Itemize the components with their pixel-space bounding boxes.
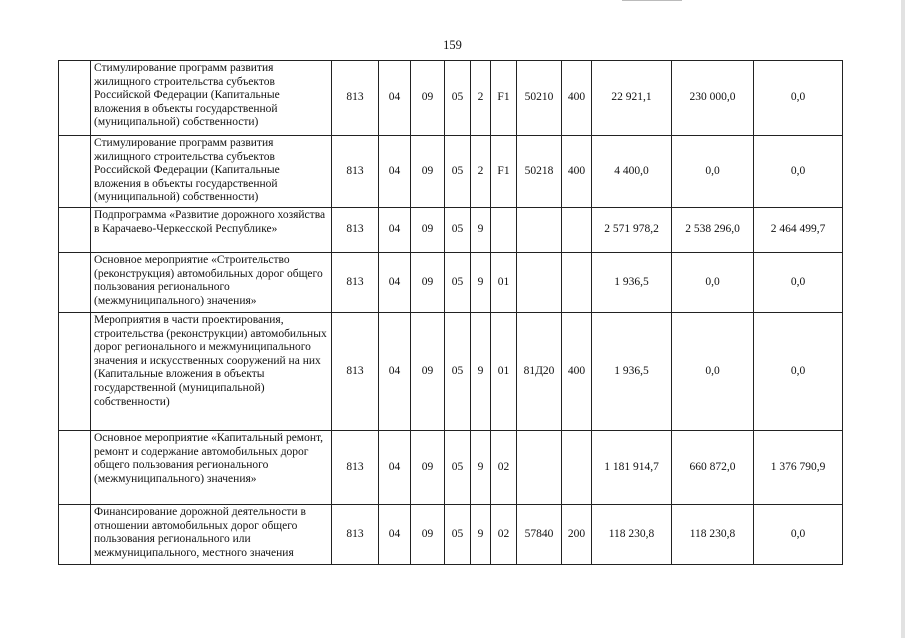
blank-cell xyxy=(59,313,91,431)
page-number: 159 xyxy=(443,38,462,52)
cell-subsection: 09 xyxy=(411,505,445,565)
blank-cell xyxy=(59,61,91,136)
cell-ministry: 813 xyxy=(332,136,379,208)
cell-program: 05 xyxy=(445,313,471,431)
row-name: Подпрограмма «Развитие дорожного хозяйства в Карачаево-Черкесской Республике» xyxy=(91,208,332,253)
cell-expense-type xyxy=(562,253,592,313)
cell-expense-type xyxy=(562,431,592,505)
cell-subprogram: 9 xyxy=(471,431,491,505)
blank-cell xyxy=(59,253,91,313)
cell-amount-2: 0,0 xyxy=(672,313,754,431)
cell-ministry: 813 xyxy=(332,431,379,505)
cell-event xyxy=(491,208,517,253)
cell-ministry: 813 xyxy=(332,61,379,136)
cell-expense-type: 400 xyxy=(562,61,592,136)
table-row xyxy=(59,431,843,505)
table-row xyxy=(59,253,843,313)
cell-ministry: 813 xyxy=(332,208,379,253)
cell-program: 05 xyxy=(445,505,471,565)
table-row xyxy=(59,208,843,253)
table-row xyxy=(59,136,843,208)
cell-direction: 50210 xyxy=(517,61,562,136)
row-name: Стимулирование программ развития жилищного строительства субъектов Российской Федерации (Капитальные вложения в объекты государственной (муниципальной) собственности) xyxy=(91,61,332,136)
budget-table xyxy=(58,60,843,565)
cell-event: 01 xyxy=(491,313,517,431)
cell-amount-3: 0,0 xyxy=(754,136,843,208)
cell-amount-1: 4 400,0 xyxy=(592,136,672,208)
row-name: Основное мероприятие «Капитальный ремонт, ремонт и содержание автомобильных дорог общего пользования регионального (межмуниципального) значения» xyxy=(91,431,332,505)
cell-amount-2: 230 000,0 xyxy=(672,61,754,136)
cell-ministry: 813 xyxy=(332,505,379,565)
table-row xyxy=(59,505,843,565)
cell-section: 04 xyxy=(379,208,411,253)
cell-event: 02 xyxy=(491,505,517,565)
cell-amount-3: 0,0 xyxy=(754,253,843,313)
cell-subprogram: 9 xyxy=(471,313,491,431)
cell-program: 05 xyxy=(445,208,471,253)
table-row xyxy=(59,61,843,136)
cell-subsection: 09 xyxy=(411,208,445,253)
cell-amount-3: 0,0 xyxy=(754,313,843,431)
cell-subprogram: 9 xyxy=(471,505,491,565)
cell-amount-1: 118 230,8 xyxy=(592,505,672,565)
cell-ministry: 813 xyxy=(332,313,379,431)
cell-expense-type: 200 xyxy=(562,505,592,565)
cell-direction: 81Д20 xyxy=(517,313,562,431)
cell-direction xyxy=(517,253,562,313)
cell-subprogram: 2 xyxy=(471,61,491,136)
cell-event: F1 xyxy=(491,136,517,208)
cell-subprogram: 2 xyxy=(471,136,491,208)
cell-subsection: 09 xyxy=(411,136,445,208)
blank-cell xyxy=(59,431,91,505)
cell-subsection: 09 xyxy=(411,61,445,136)
cell-amount-2: 0,0 xyxy=(672,253,754,313)
cell-program: 05 xyxy=(445,431,471,505)
row-name: Мероприятия в части проектирования, строительства (реконструкции) автомобильных дорог регионального и межмуниципального значения и искусственных сооружений на них (Капитальные вложения в объекты государственной (муниципальной) собственности) xyxy=(91,313,332,431)
cell-amount-3: 0,0 xyxy=(754,61,843,136)
cell-amount-1: 2 571 978,2 xyxy=(592,208,672,253)
cell-subsection: 09 xyxy=(411,253,445,313)
cell-amount-2: 118 230,8 xyxy=(672,505,754,565)
cell-subprogram: 9 xyxy=(471,253,491,313)
row-name: Финансирование дорожной деятельности в отношении автомобильных дорог общего пользования регионального или межмуниципального, местного значения xyxy=(91,505,332,565)
cell-section: 04 xyxy=(379,61,411,136)
scan-mark xyxy=(622,0,682,1)
cell-section: 04 xyxy=(379,313,411,431)
cell-amount-1: 1 936,5 xyxy=(592,313,672,431)
cell-event: 01 xyxy=(491,253,517,313)
cell-section: 04 xyxy=(379,505,411,565)
row-name: Основное мероприятие «Строительство (реконструкция) автомобильных дорог общего пользования регионального (межмуниципального) значения» xyxy=(91,253,332,313)
cell-program: 05 xyxy=(445,136,471,208)
cell-direction: 57840 xyxy=(517,505,562,565)
cell-amount-2: 2 538 296,0 xyxy=(672,208,754,253)
cell-amount-2: 0,0 xyxy=(672,136,754,208)
cell-ministry: 813 xyxy=(332,253,379,313)
cell-section: 04 xyxy=(379,136,411,208)
cell-event: F1 xyxy=(491,61,517,136)
cell-section: 04 xyxy=(379,253,411,313)
cell-amount-3: 1 376 790,9 xyxy=(754,431,843,505)
cell-expense-type xyxy=(562,208,592,253)
cell-direction xyxy=(517,208,562,253)
row-name: Стимулирование программ развития жилищного строительства субъектов Российской Федерации (Капитальные вложения в объекты государственной (муниципальной) собственности) xyxy=(91,136,332,208)
blank-cell xyxy=(59,136,91,208)
cell-amount-3: 2 464 499,7 xyxy=(754,208,843,253)
cell-subsection: 09 xyxy=(411,313,445,431)
cell-amount-1: 22 921,1 xyxy=(592,61,672,136)
blank-cell xyxy=(59,505,91,565)
cell-program: 05 xyxy=(445,253,471,313)
cell-expense-type: 400 xyxy=(562,136,592,208)
cell-event: 02 xyxy=(491,431,517,505)
cell-subprogram: 9 xyxy=(471,208,491,253)
cell-amount-1: 1 181 914,7 xyxy=(592,431,672,505)
cell-amount-1: 1 936,5 xyxy=(592,253,672,313)
blank-cell xyxy=(59,208,91,253)
cell-direction: 50218 xyxy=(517,136,562,208)
cell-amount-3: 0,0 xyxy=(754,505,843,565)
table-row xyxy=(59,313,843,431)
cell-amount-2: 660 872,0 xyxy=(672,431,754,505)
cell-program: 05 xyxy=(445,61,471,136)
page-edge xyxy=(901,0,905,638)
cell-direction xyxy=(517,431,562,505)
cell-subsection: 09 xyxy=(411,431,445,505)
cell-section: 04 xyxy=(379,431,411,505)
cell-expense-type: 400 xyxy=(562,313,592,431)
